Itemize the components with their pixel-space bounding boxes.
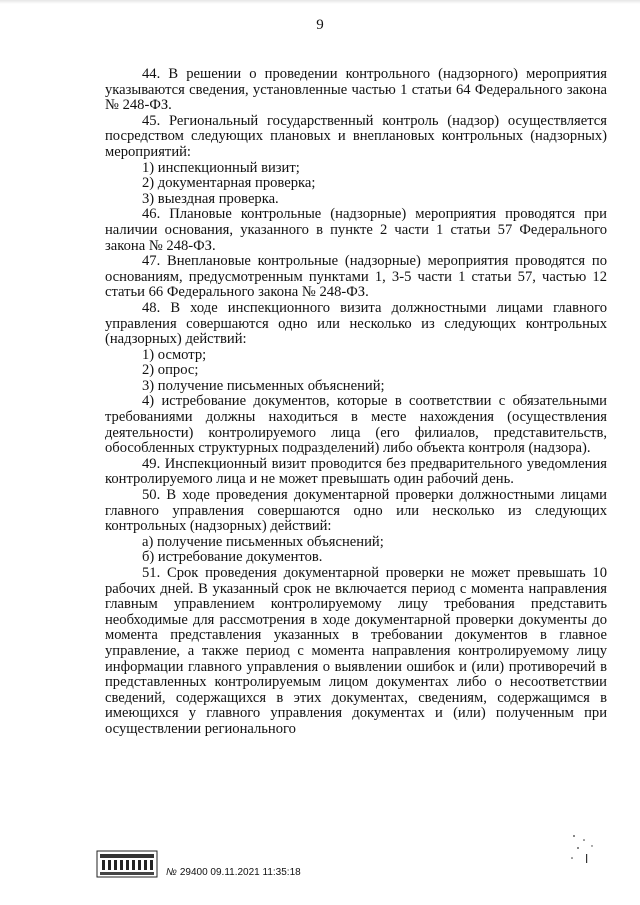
paragraph-48: 48. В ходе инспекционного визита должностными лицами главного управления совершаются одно или несколько из следующих контрольных (надзорных) действий: [105, 299, 607, 348]
document-body [105, 67, 607, 738]
list-item: а) получение письменных объяснений; [142, 533, 384, 550]
list-item: 1) инспекционный визит; [142, 159, 300, 176]
registration-line [166, 867, 301, 878]
paragraph-50: 50. В ходе проведения документарной проверки должностными лицами главного управления совершаются одно или несколько из следующих контрольных (надзорных) действий: [105, 487, 607, 535]
list-item: 3) выездная проверка. [142, 190, 279, 207]
list-item-4: 4) истребование документов, которые в соответствии с обязательными требованиями должны находиться в месте нахождения (осуществления деятельности) контролируемого лица (его филиалов, представительств, обособленных структурных подразделений) либо объекта контроля (надзора). [105, 393, 607, 457]
paragraph-45: 45. Региональный государственный контроль (надзор) осуществляется посредством следующих плановых и внеплановых контрольных (надзорных) мероприятий: [105, 112, 607, 160]
footer [96, 848, 616, 888]
registration-mark: № [166, 867, 177, 878]
paragraph-47: 47. Внеплановые контрольные (надзорные) мероприятия проводятся по основаниям, предусмотренным пунктами 1, 3-5 части 1 статьи 57, частью 12 статьи 66 Федерального закона № 248-ФЗ. [105, 253, 607, 301]
paragraph-51: 51. Срок проведения документарной проверки не может превышать 10 рабочих дней. В указанный срок не включается период с момента направления главным управлением контролируемому лицу требования представить необходимые для рассмотрения в ходе документарной проверки документы до момента представления указанных в требовании документов в главное управление, а также период с момента направления контролируемому лицу информации главного управления о выявлении ошибок и (или) противоречий в представленных контролируемым лицом документах либо о несоответствии сведений, содержащихся в этих документах, сведениям, содержащимся в имеющихся у главного управления документах и (или) полученным при осуществлении регионального [105, 565, 607, 737]
list-item: 2) опрос; [142, 362, 199, 379]
paragraph-49: 49. Инспекционный визит проводится без предварительного уведомления контролируемого лица и не может превышать один рабочий день. [105, 455, 607, 488]
list-item: б) истребование документов. [142, 549, 323, 566]
registry-stamp-icon [96, 850, 158, 878]
list-item: 3) получение письменных объяснений; [142, 377, 385, 394]
list-item: 2) документарная проверка; [142, 175, 316, 192]
page-number: 9 [316, 17, 324, 33]
scan-specks-icon [566, 830, 606, 870]
paragraph-46: 46. Плановые контрольные (надзорные) мероприятия проводятся при наличии основания, указанного в пункте 2 части 1 статьи 57 Федерального закона № 248-ФЗ. [105, 206, 607, 254]
list-item: 1) осмотр; [142, 346, 207, 363]
paragraph-44: 44. В решении о проведении контрольного (надзорного) мероприятия указываются сведения, установленные частью 1 статьи 64 Федерального закона № 248-ФЗ. [105, 66, 607, 114]
registration-text: 29400 09.11.2021 11:35:18 [179, 867, 301, 878]
scan-edge [0, 0, 640, 4]
